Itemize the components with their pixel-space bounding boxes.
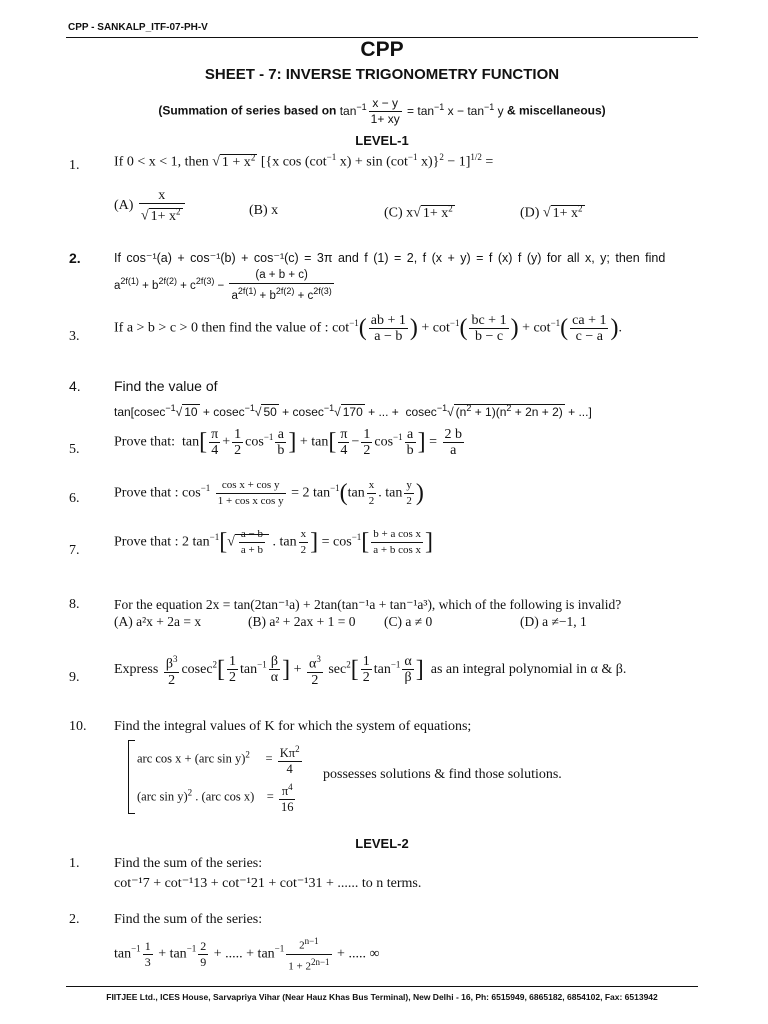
q2-number: 2.: [69, 250, 81, 266]
q5-number: 5.: [69, 442, 80, 457]
l2-q1-number: 1.: [69, 856, 80, 871]
q1-option-c: (C) x√ $1+ x^2$: [384, 203, 453, 221]
q2-statement: If cos⁻¹(a) + cos⁻¹(b) + cos⁻¹(c) = 3π and f (1) = 2, f (x + y) = f (x) f (y) for all x, y; then find: [114, 251, 666, 265]
q10-equation-1: arc cos x + (arc sin y)$^2$ = $\frac{K\pi^2}{4}$: [137, 744, 300, 777]
summation-subtitle: [66, 96, 698, 127]
q8-option-a: (A) a²x + 2a = x: [114, 614, 202, 629]
q8-option-d: (D) a ≠−1, 1: [520, 614, 587, 629]
page-title: CPP: [360, 38, 404, 61]
footer-address: FIITJEE Ltd., ICES House, Sarvapriya Vihar (Near Hauz Khas Bus Terminal), New Delhi - 16, Ph: 6515949, 6865182, 6854102, Fax: 6513942: [106, 992, 658, 1002]
l2-q2-series: $\tan^{-1}$ $\frac{1}{3}$ + $\tan^{-1}$ $\frac{2}{9}$ + ..... + $\tan^{-1}$ $\frac{2^{n-1}}{1 + 2^{2n-1}}$ + ..... ∞: [114, 936, 380, 973]
q10-equation-2: (arc sin y)$^2$ . (arc cos x) = $\frac{\pi^4}{16}$: [137, 782, 294, 815]
q9-number: 9.: [69, 670, 80, 685]
q6-number: 6.: [69, 491, 80, 506]
level1-heading: LEVEL-1: [355, 133, 409, 148]
q10-number: 10.: [69, 719, 87, 734]
q7-number: 7.: [69, 543, 80, 558]
summation-lead: (Summation of series based on: [158, 103, 337, 118]
l2-q1-series: cot⁻¹7 + cot⁻¹13 + cot⁻¹21 + cot⁻¹31 + ...... to n terms.: [114, 876, 422, 891]
q1-option-d: (D) √ $1+ x^2$: [520, 203, 583, 221]
q1-option-b: (B) x: [249, 203, 279, 218]
q4-number: 4.: [69, 378, 81, 394]
document-code: CPP - SANKALP_ITF-07-PH-V: [68, 22, 208, 33]
q4-statement: Find the value of: [114, 378, 218, 394]
q10-system-bracket: [128, 740, 135, 814]
q3-statement: If a > b > c > 0 then find the value of : $\cot^{-1}$( $\frac{ab + 1}{a - b}$ ) + $\cot^{-1}$( $\frac{bc + 1}{b - c}$ ) + $\cot^{-1}$( $\frac{ca + 1}{c - a}$ ).: [114, 313, 622, 344]
q8-number: 8.: [69, 597, 80, 612]
q8-option-c: (C) a ≠ 0: [384, 614, 433, 629]
q5-statement: Prove that: tan[ $\frac{\pi}{4}$ + $\frac{1}{2}$ $\cos^{-1}$ $\frac{a}{b}$ ] + tan[ $\frac{\pi}{4}$ − $\frac{1}{2}$ $\cos^{-1}$ $\frac{a}{b}$ ] = $\frac{2 b}{a}$: [114, 427, 463, 458]
footer-rule: [66, 986, 698, 987]
q8-statement: For the equation 2x = tan(2tan⁻¹a) + 2tan(tan⁻¹a + tan⁻¹a³), which of the following is invalid?: [114, 597, 622, 612]
summation-tail: & miscellaneous): [506, 103, 606, 118]
level2-heading: LEVEL-2: [355, 836, 409, 851]
q7-statement: Prove that : 2 $\tan^{-1}[√$ $\frac{a - b}{a + b}$ . tan $\frac{x}{2}$ ] = $\cos^{-1}$[ $\frac{\text{b + a cos x}}{\text{a + b cos x}}$ ]: [114, 528, 434, 556]
q3-number: 3.: [69, 329, 80, 344]
q8-option-b: (B) a² + 2ax + 1 = 0: [248, 614, 356, 629]
q1-option-a: (A) $\frac{x}{√ 1+ x^2}$: [114, 188, 187, 224]
q9-statement: Express $\frac{\beta^3}{2}$ cosec$^2$[ $\frac{1}{2}$ $\tan^{-1}$ $\frac{\beta}{\alpha}$ ] + $\frac{\alpha^3}{2}$ $\sec^2$[ $\frac{1}{2}$ $\tan^{-1}$ $\frac{\alpha}{\beta}$ ] as an integral polynomial in α & β.: [114, 654, 627, 688]
q2-expression: $a^{2f(1)} + b^{2f(2)} + c^{2f(3)}$ − $\frac{(a + b + c)}{a^{2f(1)} + b^{2f(2)} + c^{2f(3)}}$: [114, 269, 332, 302]
q4-expression: tan[cosec$^{-1}$√ 10 + cosec$^{-1}$√ 50 + cosec$^{-1}$√ 170 + ... + cosec$^{-1}$√ $(n^2 + 1)(n^2 + 2n + 2)$ + ...]: [114, 403, 592, 419]
sheet-title: SHEET - 7: INVERSE TRIGONOMETRY FUNCTION: [204, 66, 560, 83]
q6-statement: Prove that : $\cos^{-1}$ $\frac{\text{cos x + cos y}}{\text{1 + cos x cos y}}$ = 2 $\tan^{-1}(\tan$ $\frac{x}{2}$ . tan $\frac{y}{2}$ ): [114, 479, 424, 507]
l2-q2-number: 2.: [69, 912, 80, 927]
summation-formula: $\tan^{-1}$ $\frac{x - y}{1+ xy}$ = $\tan^{-1} x - \tan^{-1} y$: [339, 96, 507, 126]
q1-statement: If 0 < x < 1, then √ $1 + x^2$ [{x $\cos (\cot^{-1}$ $x) + \sin (\cot^{-1}$ x)}$^2$ − 1]$^{1/2}$ =: [114, 152, 494, 170]
q10-statement: Find the integral values of K for which the system of equations;: [114, 719, 472, 734]
q10-tail: possesses solutions & find those solutions.: [323, 767, 562, 782]
l2-q1-statement: Find the sum of the series:: [114, 856, 263, 871]
l2-q2-statement: Find the sum of the series:: [114, 912, 263, 927]
q1-number: 1.: [69, 158, 80, 173]
